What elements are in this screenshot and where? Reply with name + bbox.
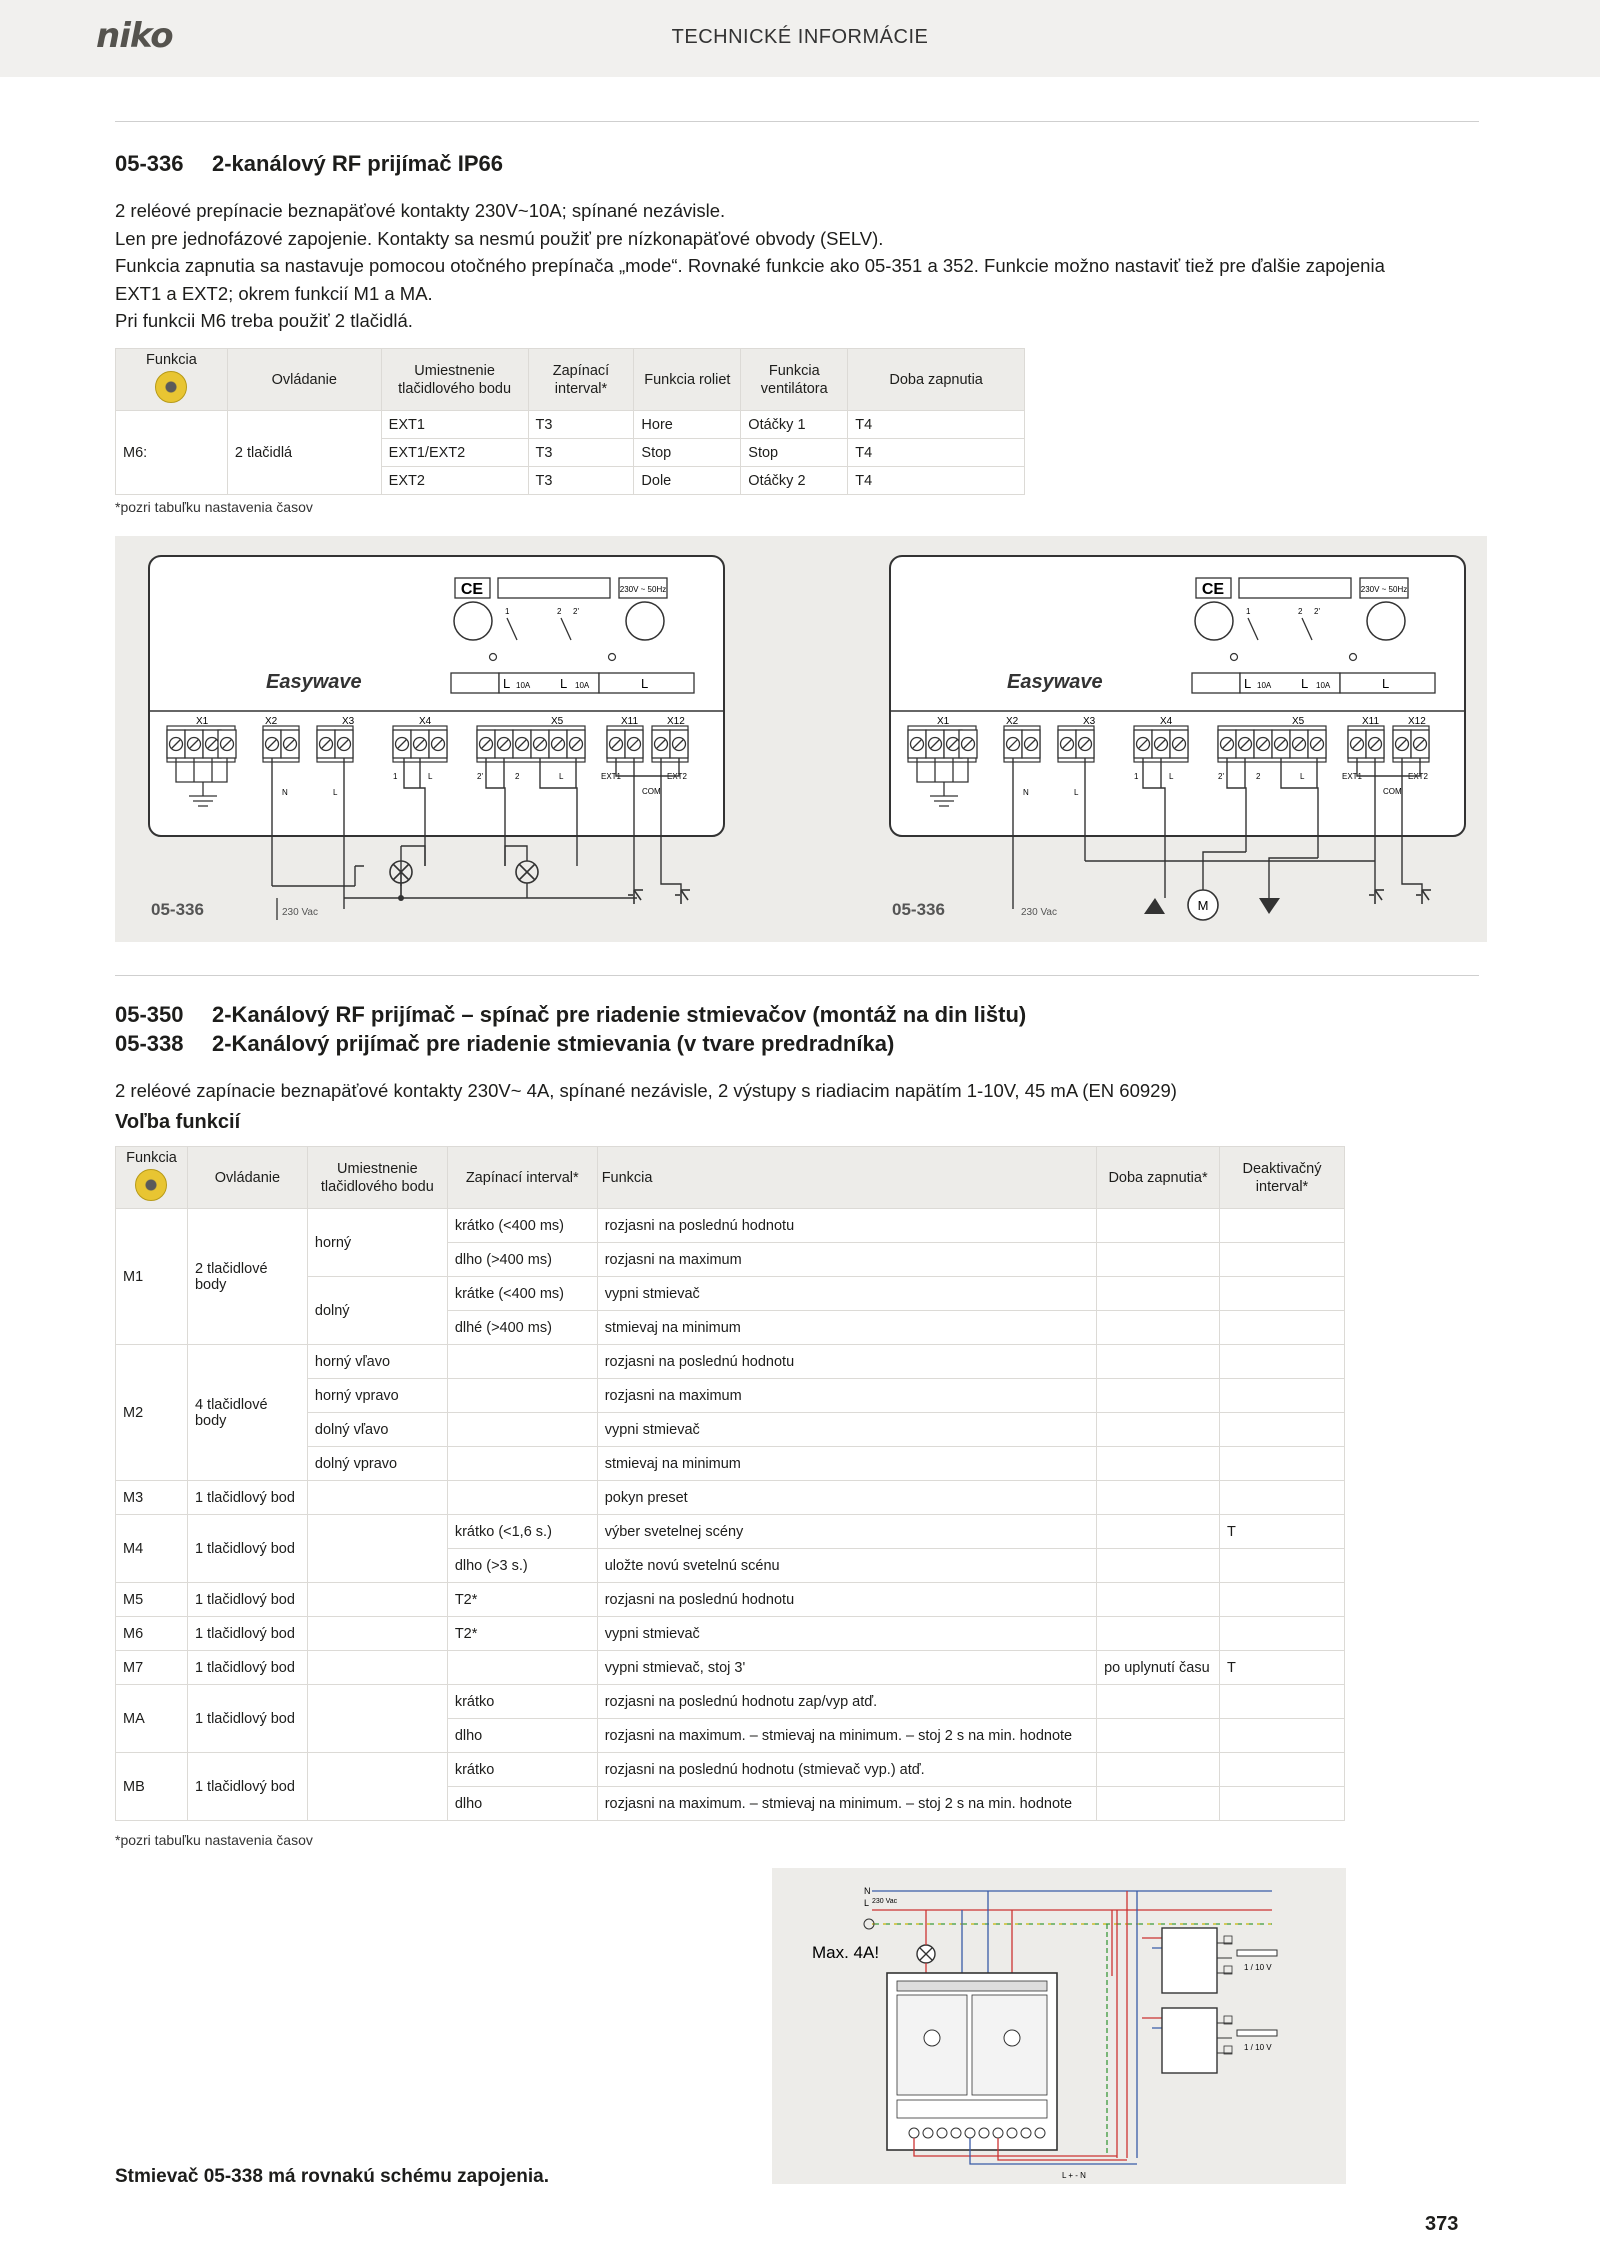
up-arrow-icon bbox=[1144, 898, 1165, 914]
section-title-05-336: 05-336 2-kanálový RF prijímač IP66 bbox=[115, 151, 504, 176]
control-cell: 2 tlačidlá bbox=[227, 411, 381, 495]
footnote-times-2: *pozri tabuľku nastavenia časov bbox=[115, 1832, 313, 1848]
svg-text:X2: X2 bbox=[1006, 716, 1019, 727]
svg-text:X4: X4 bbox=[1160, 716, 1173, 727]
svg-text:X1: X1 bbox=[937, 716, 950, 727]
left-model-label: 05-336 bbox=[151, 900, 204, 919]
svg-text:1: 1 bbox=[1134, 772, 1139, 781]
page-number: 373 bbox=[1425, 2213, 1459, 2235]
diagrams-svg bbox=[115, 536, 1487, 942]
svg-text:X11: X11 bbox=[621, 716, 639, 727]
rating-label: 230V ~ 50Hz bbox=[619, 585, 667, 594]
svg-text:2: 2 bbox=[557, 607, 562, 616]
divider bbox=[115, 121, 1479, 122]
easywave-logo: Easywave bbox=[266, 671, 362, 693]
svg-text:X4: X4 bbox=[419, 716, 432, 727]
left-supply-label: 230 Vac bbox=[282, 907, 318, 918]
svg-text:1: 1 bbox=[505, 607, 510, 616]
svg-text:M: M bbox=[1197, 898, 1209, 913]
svg-text:L: L bbox=[1301, 676, 1309, 691]
svg-text:X3: X3 bbox=[1083, 716, 1096, 727]
function-selection-title: Voľba funkcií bbox=[115, 1111, 241, 1133]
svg-text:N: N bbox=[1023, 788, 1029, 797]
svg-text:L: L bbox=[428, 772, 433, 781]
svg-text:N: N bbox=[282, 788, 288, 797]
svg-text:L: L bbox=[503, 676, 511, 691]
m6-function-table: Funkcia Ovládanie Umiestnenie tlačidlového bodu Zapínací interval* Funkcia roliet Funkcia ventilátora Doba zapnutia M6: 2 tlačidlá EXT1 T3 Hore Otáčky 1 T4 EXT1/EXT2 T3 Stop Stop T4 EXT2 T3 Dole Otáčky 2 T4 bbox=[115, 348, 1025, 495]
footnote-times: *pozri tabuľku nastavenia časov bbox=[115, 499, 313, 515]
header-funkcia: Funkcia bbox=[116, 1147, 188, 1209]
svg-text:2': 2' bbox=[1218, 772, 1224, 781]
ce-mark: CE bbox=[460, 581, 484, 598]
right-supply-label: 230 Vac bbox=[1021, 907, 1057, 918]
page-header bbox=[0, 0, 1600, 77]
function-cell: M6: bbox=[116, 411, 228, 495]
dimmer-function-table: Funkcia Ovládanie Umiestnenie tlačidlového bodu Zapínací interval* Funkcia Doba zapnutia* Deaktivačný interval* M1 2 tlačidlové body horný krátko (<400 ms) rozjasni na poslednú hodnotu dlho (>400 ms) rozjasni na maximum dolný krátke (<400 ms) vypni stmievač dlhé (>400 ms) stmievaj na minimum M2 4 tlačidlové body horný vľavo rozjasni na poslednú hodnotu horný vpravo rozjasni na maximum dolný vľavo vypni stmievač dolný vpravo stmievaj na minimum M3 1 tlačidlový bod pokyn preset M4 1 tlačidlový bod krátko (<1,6 s.) výber svetelnej scény T dlho (>3 s.) uložte novú svetelnú scénu M5 1 tlačidlový bod T2* rozjasni na poslednú hodnotu M6 1 tlačidlový bod T2* vypni stmievač M7 1 tlačidlový bod vypni stmievač, stoj 3' po uplynutí času T MA 1 tlačidlový bod krátko rozjasni na poslednú hodnotu zap/vyp atď. dlho rozjasni na maximum. – stmievaj na minimum. – stoj 2 s na min. hodnote MB 1 tlačidlový bod krátko rozjasni na poslednú hodnotu (stmievač vyp.) atď. dlho rozjasni na maximum. – stmievaj na minimum. – stoj 2 s na min. hodnote bbox=[115, 1146, 1345, 1821]
svg-text:10A: 10A bbox=[575, 681, 590, 690]
section1-description: 2 reléové prepínacie beznapäťové kontakty 230V~10A; spínané nezávisle. Len pre jednofázové zapojenie. Kontakty sa nesmú použiť pre nízkonapäťové obvody (SELV). Funkcia zapnutia sa nastavuje pomocou otočného prepínača „mode“. Rovnaké funkcie ako 05-351 a 352. Funkcie možno nastaviť tiež pre ďalšie zapojenia EXT1 a EXT2; okrem funkcií M1 a MA. Pri funkcii M6 treba použiť 2 tlačidlá. bbox=[115, 200, 1385, 331]
bottom-note: Stmievač 05-338 má rovnakú schému zapojenia. bbox=[115, 2166, 550, 2187]
svg-text:COM: COM bbox=[1383, 787, 1402, 796]
divider bbox=[115, 975, 1479, 976]
svg-text:EXT2: EXT2 bbox=[667, 772, 688, 781]
right-model-label: 05-336 bbox=[892, 900, 945, 919]
ce-mark-right: CE bbox=[1201, 581, 1225, 598]
svg-text:N: N bbox=[864, 1886, 871, 1896]
svg-text:L: L bbox=[559, 772, 564, 781]
svg-text:X12: X12 bbox=[667, 716, 685, 727]
mode-selector-icon bbox=[155, 371, 187, 403]
brand-logo: niko bbox=[96, 16, 173, 56]
svg-text:EXT1: EXT1 bbox=[1342, 772, 1363, 781]
svg-text:1: 1 bbox=[393, 772, 398, 781]
svg-text:2: 2 bbox=[515, 772, 520, 781]
diagram-lights bbox=[149, 556, 724, 920]
svg-text:X3: X3 bbox=[342, 716, 355, 727]
svg-text:L + - N: L + - N bbox=[1062, 2171, 1086, 2180]
control-input-2-icon bbox=[1237, 2030, 1277, 2036]
svg-text:X2: X2 bbox=[265, 716, 278, 727]
down-arrow-icon bbox=[1259, 898, 1280, 914]
svg-text:X11: X11 bbox=[1362, 716, 1380, 727]
svg-text:EXT1: EXT1 bbox=[601, 772, 622, 781]
diagram-blinds-fan bbox=[890, 556, 1465, 920]
svg-text:L: L bbox=[560, 676, 568, 691]
svg-text:2: 2 bbox=[1256, 772, 1261, 781]
svg-text:L: L bbox=[1382, 676, 1390, 691]
wiring-svg bbox=[772, 1868, 1346, 2184]
svg-text:EXT2: EXT2 bbox=[1408, 772, 1429, 781]
dimmer-wiring-diagram bbox=[772, 1868, 1346, 2184]
svg-text:L: L bbox=[1074, 788, 1079, 797]
svg-text:L: L bbox=[1169, 772, 1174, 781]
svg-text:10A: 10A bbox=[1257, 681, 1272, 690]
section2-description: 2 reléové zapínacie beznapäťové kontakty 230V~ 4A, spínané nezávisle, 2 výstupy s riadiacim napätím 1-10V, 45 mA (EN 60929) bbox=[115, 1080, 1177, 1101]
control-input-1-icon bbox=[1237, 1950, 1277, 1956]
connection-diagrams bbox=[115, 536, 1487, 942]
svg-text:L: L bbox=[864, 1898, 870, 1908]
mode-selector-icon bbox=[135, 1169, 167, 1201]
svg-text:L: L bbox=[1244, 676, 1252, 691]
svg-text:L: L bbox=[333, 788, 338, 797]
svg-text:10A: 10A bbox=[516, 681, 531, 690]
header-title: TECHNICKÉ INFORMÁCIE bbox=[671, 26, 929, 48]
svg-text:2': 2' bbox=[573, 607, 579, 616]
section-title-05-338: 05-338 2-Kanálový prijímač pre riadenie stmievania (v tvare predradníka) bbox=[115, 1031, 895, 1056]
ballast-1 bbox=[1162, 1928, 1217, 1993]
svg-text:X5: X5 bbox=[551, 716, 564, 727]
svg-text:1 / 10 V: 1 / 10 V bbox=[1244, 1963, 1272, 1972]
max-current-label: Max. 4A! bbox=[812, 1943, 880, 1962]
svg-text:X1: X1 bbox=[196, 716, 209, 727]
header-funkcia: Funkcia bbox=[116, 349, 228, 411]
svg-text:10A: 10A bbox=[1316, 681, 1331, 690]
svg-text:2': 2' bbox=[477, 772, 483, 781]
svg-text:X5: X5 bbox=[1292, 716, 1305, 727]
section-title-05-350: 05-350 2-Kanálový RF prijímač – spínač pre riadenie stmievačov (montáž na din lištu) bbox=[115, 1002, 1027, 1027]
svg-text:X12: X12 bbox=[1408, 716, 1426, 727]
svg-text:2': 2' bbox=[1314, 607, 1320, 616]
svg-text:COM: COM bbox=[642, 787, 661, 796]
svg-text:2: 2 bbox=[1298, 607, 1303, 616]
svg-text:230 Vac: 230 Vac bbox=[872, 1898, 898, 1905]
svg-text:1: 1 bbox=[1246, 607, 1251, 616]
svg-text:L: L bbox=[641, 676, 649, 691]
svg-text:L: L bbox=[1300, 772, 1305, 781]
svg-text:230V ~ 50Hz: 230V ~ 50Hz bbox=[1360, 585, 1408, 594]
svg-text:Easywave: Easywave bbox=[1007, 671, 1103, 693]
svg-text:1 / 10 V: 1 / 10 V bbox=[1244, 2043, 1272, 2052]
ballast-2 bbox=[1162, 2008, 1217, 2073]
